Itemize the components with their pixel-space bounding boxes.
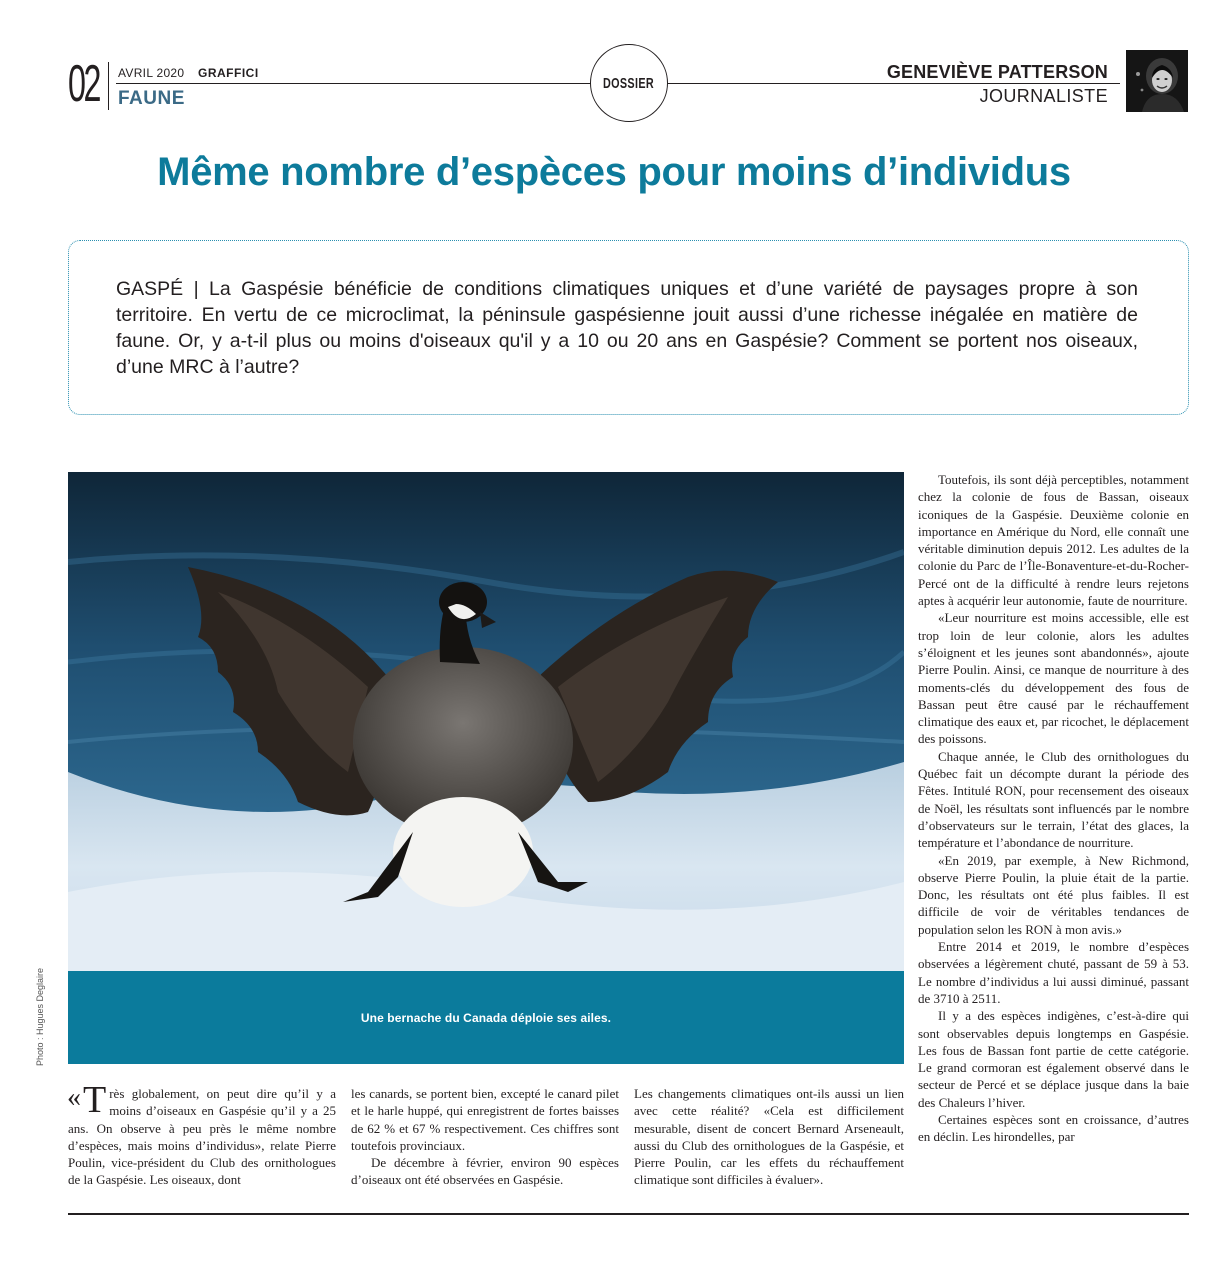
article-title: Même nombre d’espèces pour moins d’individus (157, 150, 1071, 194)
article-paragraph: «Leur nourriture est moins accessible, elle est trop loin de leur colonie, alors les adultes s’éloignent et les jeunes sont abandonnés», ajoute Pierre Poulin. Ainsi, ce manque de nourriture à des moments-clés du développement des fous de Bassan peut être causé par le réchauffement climatique des eaux et, par ricochet, le déplacement des poissons. (918, 610, 1189, 747)
author-name: GENEVIÈVE PATTERSON (886, 62, 1108, 82)
publication-name: GRAFFICI (198, 66, 259, 80)
header-vertical-divider (108, 62, 109, 110)
article-column-3 (634, 1085, 904, 1189)
article-column-right (918, 471, 1189, 1146)
author-portrait-image (1126, 50, 1188, 112)
author-portrait (1126, 50, 1188, 112)
article-paragraph: Certaines espèces sont en croissance, d’autres en déclin. Les hirondelles, par (918, 1111, 1189, 1145)
header-rule-right (666, 83, 1120, 84)
article-lead: GASPÉ | La Gaspésie bénéficie de conditions climatiques uniques et d’une variété de paysages propre à son territoire. En vertu de ce microclimat, la péninsule gaspésienne jouit aussi d’une richesse inégalée en matière de faune. Or, y a-t-il plus ou moins d'oiseaux qu'il y a 10 ou 20 ans en Gaspésie? Comment se portent nos oiseaux, d’une MRC à l’autre? (116, 278, 1138, 378)
author-role: JOURNALISTE (979, 86, 1108, 106)
article-column-1 (67, 1079, 336, 1189)
article-paragraph: De décembre à février, environ 90 espèces d’oiseaux ont été observées en Gaspésie. (351, 1155, 619, 1188)
article-paragraph: Chaque année, le Club des ornithologues du Québec fait un décompte durant la période des Fêtes. Intitulé RON, pour recensement des oiseaux de Noël, les résultats sont influencés par le nombre d’observateurs sur le terrain, l’état des glaces, la température et l’abondance de nourriture. (918, 748, 1189, 851)
dossier-badge (590, 44, 668, 122)
opening-quote-mark: « (67, 1082, 81, 1113)
photo-caption: Une bernache du Canada déploie ses ailes. (360, 1011, 612, 1025)
article-opening-paragraph (67, 1079, 336, 1189)
canada-goose-image (68, 472, 904, 972)
section-label: FAUNE (118, 88, 185, 109)
article-paragraph: «En 2019, par exemple, à New Richmond, observe Pierre Poulin, la pluie était de la partie. Donc, les résultats ont été plus faibles. Il est difficile de voir de véritables tendances de population selon les RON à mon avis.» (918, 852, 1189, 937)
drop-cap: T (83, 1079, 107, 1121)
article-paragraph: Entre 2014 et 2019, le nombre d’espèces observées a légèrement chuté, passant de 59 à 53. Le nombre d’individus a lui aussi diminué, passant de 3710 à 2511. (918, 939, 1189, 1006)
goose-photo (68, 472, 904, 972)
page-number: 02 (68, 55, 99, 113)
bottom-rule (68, 1213, 1189, 1215)
issue-date: AVRIL 2020 (118, 66, 185, 80)
header-rule-left (116, 83, 594, 84)
article-column-2 (351, 1085, 619, 1189)
article-paragraph: Toutefois, ils sont déjà perceptibles, notamment chez la colonie de fous de Bassan, oiseaux iconiques de la Gaspésie. Deuxième colonie en importance en Amérique du Nord, elle connaît une véritable diminution depuis 2012. Les adultes de la colonie du Parc de l’Île-Bonaventure-et-du-Rocher-Percé ont de la difficulté à rendre leurs rejetons aptes à acquérir leur autonomie, faute de nourriture. (918, 472, 1189, 609)
article-paragraph: Les changements climatiques ont-ils aussi un lien avec cette réalité? «Cela est difficilement mesurable, disent de concert Bernard Arseneault, aussi du Club des ornithologues de la Gaspésie, et Pierre Poulin, car les effets du réchauffement climatique sont difficiles à évaluer». (634, 1086, 904, 1188)
article-paragraph: les canards, se portent bien, excepté le canard pilet et le harle huppé, qui enregistrent de fortes baisses de 62 % et 67 % respectivement. Ces chiffres sont toutefois provinciaux. (351, 1086, 619, 1153)
article-paragraph: Il y a des espèces indigènes, c’est-à-dire qui sont observables depuis longtemps en Gaspésie. Les fous de Bassan font partie de cette catégorie. Le grand cormoran est également observé dans le secteur de Percé et se déplace jusque dans la baie des Chaleurs l’hiver. (918, 1008, 1189, 1110)
photo-credit: Photo : Hugues Deglaire (35, 967, 45, 1066)
article-paragraph-text: rès globalement, on peut dire qu’il y a moins d’oiseaux en Gaspésie qu’il y a 25 ans. On observe à peu près le même nombre d’espèces, mais moins d’individus», relate Pierre Poulin, vice-président du Club des ornithologues de la Gaspésie. Les oiseaux, dont (68, 1086, 336, 1188)
dossier-label: DOSSIER (603, 74, 655, 92)
